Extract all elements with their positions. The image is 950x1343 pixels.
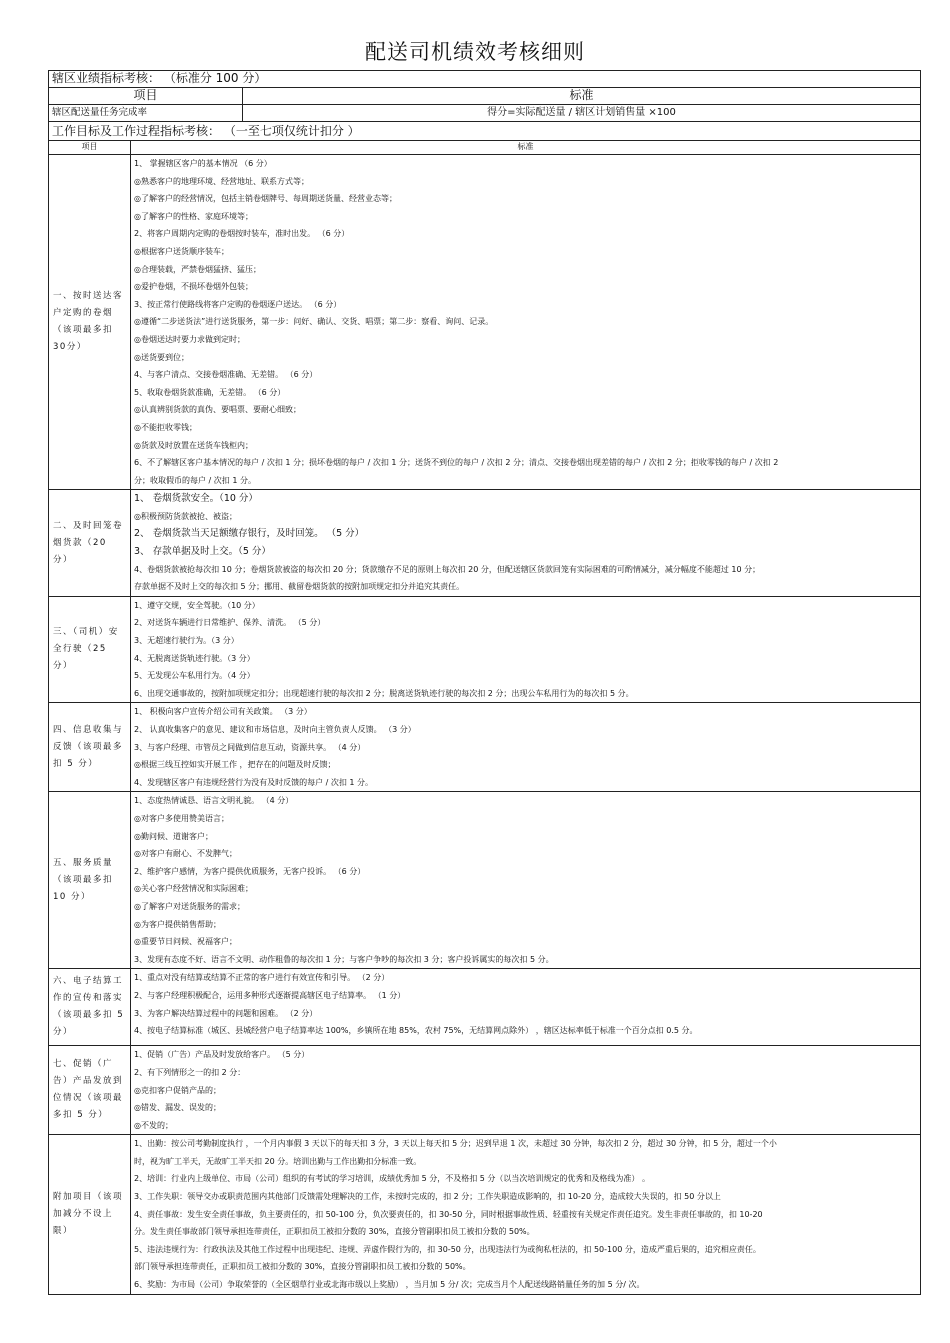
standard-line: 时，视为旷工半天，无故旷工半天扣 20 分。培训出勤与工作出勤扣分标准一致。 <box>134 1156 422 1166</box>
standard-line: ◎根据客户送货顺序装车； <box>134 246 229 256</box>
part1-col-item: 项目 <box>49 88 243 105</box>
standard-line: ◎为客户提供销售帮助； <box>134 919 221 929</box>
standard-line: ◎重要节日问候、祝福客户； <box>134 937 237 947</box>
standard-line: ◎对客户有耐心、不发脾气； <box>134 849 237 859</box>
standard-line: ◎爱护卷烟，不损坏卷烟外包装； <box>134 282 253 292</box>
standard-line: 5、无发现公车私用行为。（4 分） <box>134 671 255 681</box>
standard-line: 1、态度热情诚恳、语言文明礼貌。 （4 分） <box>134 796 294 806</box>
part1-row-item: 辖区配送量任务完成率 <box>49 105 243 122</box>
standard-line: 3、 存款单据及时上交。（5 分） <box>134 546 271 558</box>
standard-line: ◎积极预防货款被抢、被盗； <box>134 511 237 521</box>
section-label: 六、电子结算工作的宣传和落实（该项最多扣 5分） <box>49 969 131 1046</box>
part1-header: 辖区业绩指标考核： （标准分 100 分） <box>49 71 921 88</box>
standard-line: ◎卷烟送达时要力求做到定时； <box>134 334 245 344</box>
section-row <box>49 969 921 1046</box>
standard-line: 分。发生责任事故部门领导承担连带责任，正职扣员工被扣分数的 30%，直接分管副职扣员工被扣分数的 50%。 <box>134 1227 535 1237</box>
standard-line: 4、发现辖区客户有违规经营行为没有及时反馈的每户 / 次扣 1 分。 <box>134 777 374 787</box>
standard-line: 4、卷烟货款被抢每次扣 10 分；卷烟货款被盗的每次扣 20 分；货款缴存不足的原则上每次扣 20 分，但配送辖区货款回笼有实际困难的可酌情减分，减分幅度不能超过 10 分； <box>134 564 761 574</box>
part2-col-standard: 标准 <box>131 141 921 155</box>
standard-line: 1、遵守交规，安全驾驶。（10 分） <box>134 600 260 610</box>
standard-line: 4、与客户清点、交接卷烟准确、无差错。 （6 分） <box>134 370 318 380</box>
section-label: 七、促销（广告）产品发放到位情况（该项最多扣 5 分） <box>49 1046 131 1135</box>
standard-line: 5、收取卷烟货款准确，无差错。 （6 分） <box>134 387 286 397</box>
section-standard <box>131 969 921 1046</box>
standard-line: ◎关心客户经营情况和实际困难； <box>134 884 253 894</box>
standard-line: ◎熟悉客户的地理环境、经营地址、联系方式等； <box>134 176 309 186</box>
section-standard <box>131 792 921 969</box>
standard-line: 4、无脱离送货轨迹行驶。（3 分） <box>134 653 255 663</box>
standard-line: 5、违法违规行为：行政执法及其他工作过程中出现违纪、违规、弄虚作假行为的，扣 30-50 分，出现违法行为或徇私枉法的，扣 50-100 分，造成严重后果的，追究相应责任。 <box>134 1244 761 1254</box>
standard-line: 4、按电子结算标准（城区、县城经营户电子结算率达 100%，乡镇所在地 85%，农村 75%，无结算网点除外） ，辖区达标率低于标准一个百分点扣 0.5 分。 <box>134 1026 698 1036</box>
section-row <box>49 792 921 969</box>
section-label: 附加项目（该项加减分不设上限） <box>49 1135 131 1294</box>
section-standard <box>131 155 921 490</box>
standard-line: 3、工作失职：领导交办或职责范围内其他部门反馈需处理解决的工作，未按时完成的，扣 2 分；工作失职造成影响的，扣 10-20 分，造成较大失误的，扣 50 分以上 <box>134 1192 721 1202</box>
standard-line: 分；收取假币的每户 / 次扣 1 分。 <box>134 475 256 485</box>
standard-line: 3、按正常行使路线将客户定购的卷烟逐户送达。 （6 分） <box>134 299 342 309</box>
standard-line: 1、 积极向客户宣传介绍公司有关政策。 （3 分） <box>134 707 312 717</box>
standard-line: 2、 认真收集客户的意见、建议和市场信息，及时向主管负责人反馈。 （3 分） <box>134 725 416 734</box>
standard-line: 1、 掌握辖区客户的基本情况 （6 分） <box>134 159 272 168</box>
standard-line: ◎合理装载，严禁卷烟猛挤、猛压； <box>134 264 261 274</box>
standard-line: ◎了解客户的性格、家庭环境等； <box>134 211 253 221</box>
standard-line: ◎不能拒收零钱； <box>134 422 197 432</box>
standard-line: 3、发现有态度不好、语言不文明、动作粗鲁的每次扣 1 分；与客户争吵的每次扣 3 分；客户投诉属实的每次扣 5 分。 <box>134 954 554 964</box>
standard-line: 2、培训：行业内上级单位、市局（公司）组织的有考试的学习培训，成绩优秀加 5 分，不及格扣 5 分（以当次培训规定的优秀和及格线为准） 。 <box>134 1174 650 1184</box>
section-row <box>49 703 921 792</box>
standard-line: ◎勤问候、道谢客户； <box>134 831 213 841</box>
standard-line: ◎了解客户对送货服务的需求； <box>134 901 245 911</box>
standard-line: 2、有下列情形之一的扣 2 分： <box>134 1067 246 1077</box>
standard-line: 3、为客户解决结算过程中的问题和困难。 （2 分） <box>134 1008 318 1018</box>
standard-line: 3、与客户经理、市管员之间做到信息互动，资源共享。 （4 分） <box>134 742 366 752</box>
section-row <box>49 155 921 490</box>
section-standard <box>131 703 921 792</box>
standard-line: 6、出现交通事故的，按附加项规定扣分；出现超速行驶的每次扣 2 分；脱离送货轨迹行驶的每次扣 2 分；出现公车私用行为的每次扣 5 分。 <box>134 688 634 698</box>
standard-line: ◎克扣客户促销产品的； <box>134 1085 221 1095</box>
standard-line: ◎对客户多使用赞美语言； <box>134 813 229 823</box>
section-row <box>49 596 921 703</box>
standard-line: 2、将客户周期内定购的卷烟按时装车，准时出发。 （6 分） <box>134 229 350 239</box>
standard-line: 6、奖励：为市局（公司）争取荣誉的（全区烟草行业或北海市级以上奖励） ，当月加 5 分/ 次；完成当月个人配送线路销量任务的加 5 分/ 次。 <box>134 1280 645 1290</box>
standard-line: ◎了解客户的经营情况，包括主销卷烟牌号、每周期送货量、经营业态等； <box>134 194 397 204</box>
document-title: 配送司机绩效考核细则 <box>365 40 585 64</box>
standard-line: 1、 卷烟货款安全。（10 分） <box>134 493 258 505</box>
standard-line: 2、与客户经理积极配合，运用多种形式逐渐提高辖区电子结算率。 （1 分） <box>134 990 406 1000</box>
standard-line: 1、促销（广告）产品及时发放给客户。 （5 分） <box>134 1050 310 1060</box>
standard-line: ◎根据三线互控如实开展工作 ，把存在的问题及时反馈； <box>134 760 336 770</box>
part1-col-standard: 标准 <box>243 88 921 105</box>
section-label: 三、（司机）安全行驶（25 分） <box>49 596 131 703</box>
section-label: 一、按时送达客户定购的卷烟（该项最多扣30分） <box>49 155 131 490</box>
standard-line: 4、责任事故：发生安全责任事故，负主要责任的，扣 50-100 分，负次要责任的，扣 30-50 分，同时根据事故性质、轻重按有关规定作责任追究。发生非责任事故的，扣 10-20 <box>134 1209 763 1219</box>
standard-line: ◎遵循“二步送货法”进行送货服务，第一步：问好、确认、交货、唱票；第二步：察看、询问、记录。 <box>134 317 494 327</box>
section-standard <box>131 596 921 703</box>
standard-line: 1、重点对没有结算或结算不正常的客户进行有效宣传和引导。 （2 分） <box>134 973 390 983</box>
standard-line: 3、无超速行驶行为。（3 分） <box>134 636 239 646</box>
standard-line: 存款单据不及时上交的每次扣 5 分；挪用、截留卷烟货款的按附加项规定扣分并追究其责任。 <box>134 582 465 592</box>
standard-line: ◎认真辨别货款的真伪、要唱票、要耐心细致； <box>134 405 301 415</box>
standard-line: 6、不了解辖区客户基本情况的每户 / 次扣 1 分；损坏卷烟的每户 / 次扣 1 分；送货不到位的每户 / 次扣 2 分；清点、交接卷烟出现差错的每户 / 次扣 2 分；拒收零钱的每户 / 次扣 2 <box>134 458 779 468</box>
section-standard <box>131 490 921 597</box>
section-label: 四、信息收集与反馈（该项最多扣 5 分） <box>49 703 131 792</box>
part1-row-formula: 得分=实际配送量 / 辖区计划销售量 ×100 <box>243 105 921 122</box>
part2-header: 工作目标及工作过程指标考核： （一至七项仅统计扣分 ） <box>49 122 921 141</box>
standard-line: ◎货款及时放置在送货车钱柜内； <box>134 440 253 450</box>
standard-line: 部门领导承担连带责任，正职扣员工被扣分数的 30%，直接分管副职扣员工被扣分数的 50%。 <box>134 1262 471 1272</box>
section-label: 二、及时回笼卷烟货款（20 分） <box>49 490 131 597</box>
section-standard <box>131 1046 921 1135</box>
part2-col-item: 项目 <box>49 141 131 155</box>
standard-line: 2、维护客户感情，为客户提供优质服务，无客户投诉。 （6 分） <box>134 866 366 876</box>
standard-line: ◎送货要到位； <box>134 352 189 362</box>
standard-line: ◎错发、漏发、误发的； <box>134 1103 221 1113</box>
standard-line: ◎不发的； <box>134 1120 173 1130</box>
section-label: 五、服务质量（该项最多扣10 分） <box>49 792 131 969</box>
section-row <box>49 1135 921 1294</box>
section-standard <box>131 1135 921 1294</box>
assessment-table <box>48 70 921 1295</box>
standard-line: 2、 卷烟货款当天足额缴存银行，及时回笼。 （5 分） <box>134 528 365 540</box>
section-row <box>49 490 921 597</box>
section-row <box>49 1046 921 1135</box>
standard-line: 1、出勤：按公司考勤制度执行 ，一个月内事假 3 天以下的每天扣 3 分，3 天以上每天扣 5 分；迟到早退 1 次，未超过 30 分钟，每次扣 2 分，超过 30 分钟，扣 5 分，超过一个小 <box>134 1139 777 1149</box>
standard-line: 2、对送货车辆进行日常维护、保养、清洗。 （5 分） <box>134 618 326 628</box>
